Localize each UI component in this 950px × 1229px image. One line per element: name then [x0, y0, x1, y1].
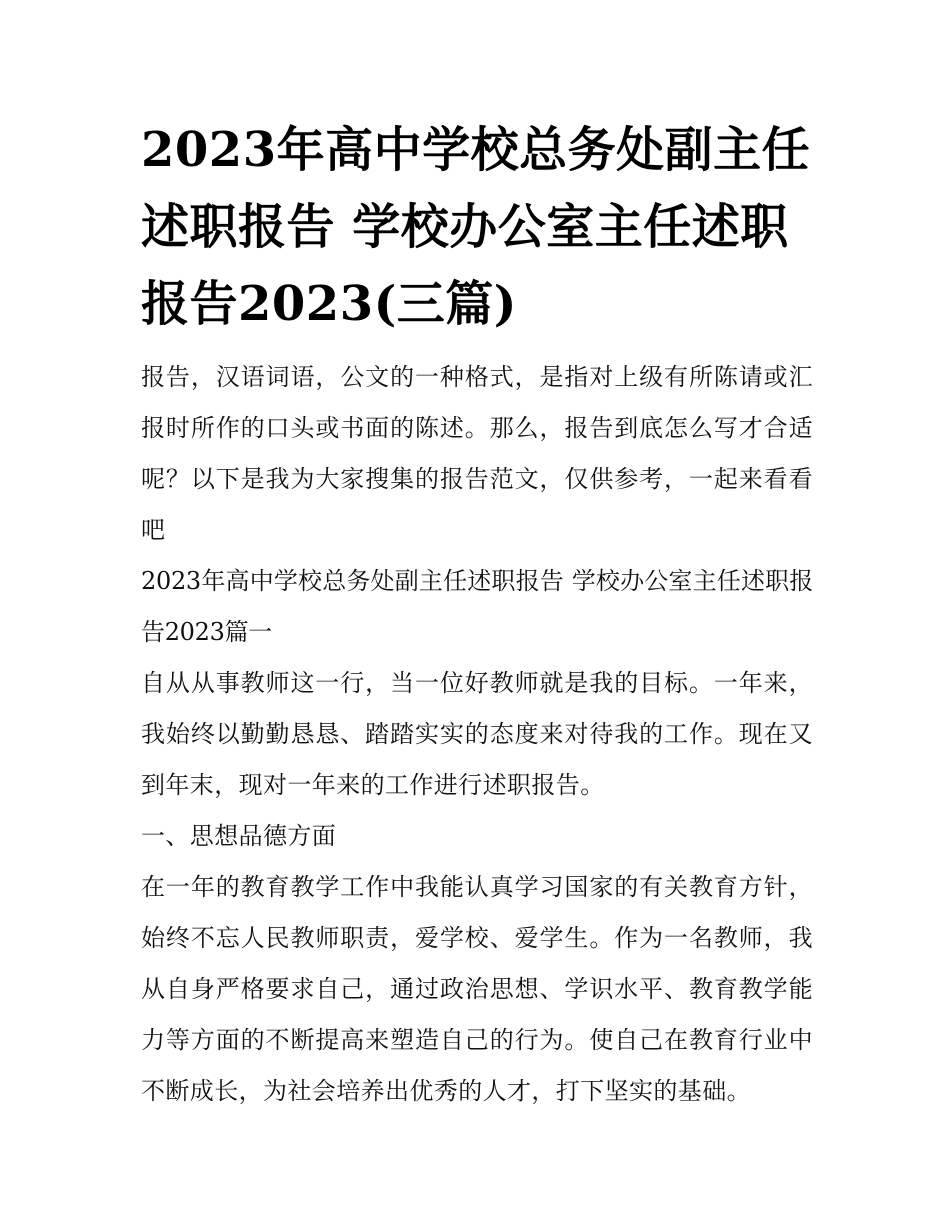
opening-paragraph: 自从从事教师这一行，当一位好教师就是我的目标。一年来，我始终以勤勤恳恳、踏踏实实的态度来对待我的工作。现在又到年末，现对一年来的工作进行述职报告。 — [141, 669, 813, 799]
document-body — [141, 352, 813, 1117]
section-heading: 一、思想品德方面 — [141, 822, 337, 850]
body-paragraph: 在一年的教育教学工作中我能认真学习国家的有关教育方针，始终不忘人民教师职责，爱学校、爱学生。作为一名教师，我从自身严格要求自己，通过政治思想、学识水平、教育教学能力等方面的不断提高来塑造自己的行为。使自己在教育行业中不断成长，为社会培养出优秀的人才，打下坚实的基础。 — [141, 873, 813, 1105]
intro-paragraph: 报告，汉语词语，公文的一种格式，是指对上级有所陈请或汇报时所作的口头或书面的陈述。那么，报告到底怎么写才合适呢？以下是我为大家搜集的报告范文，仅供参考，一起来看看吧 — [141, 363, 813, 544]
document-content — [141, 112, 813, 1117]
section-title-paragraph: 2023年高中学校总务处副主任述职报告 学校办公室主任述职报告2023篇一 — [141, 567, 813, 646]
document-title: 2023年高中学校总务处副主任述职报告 学校办公室主任述职报告2023(三篇) — [141, 122, 811, 332]
